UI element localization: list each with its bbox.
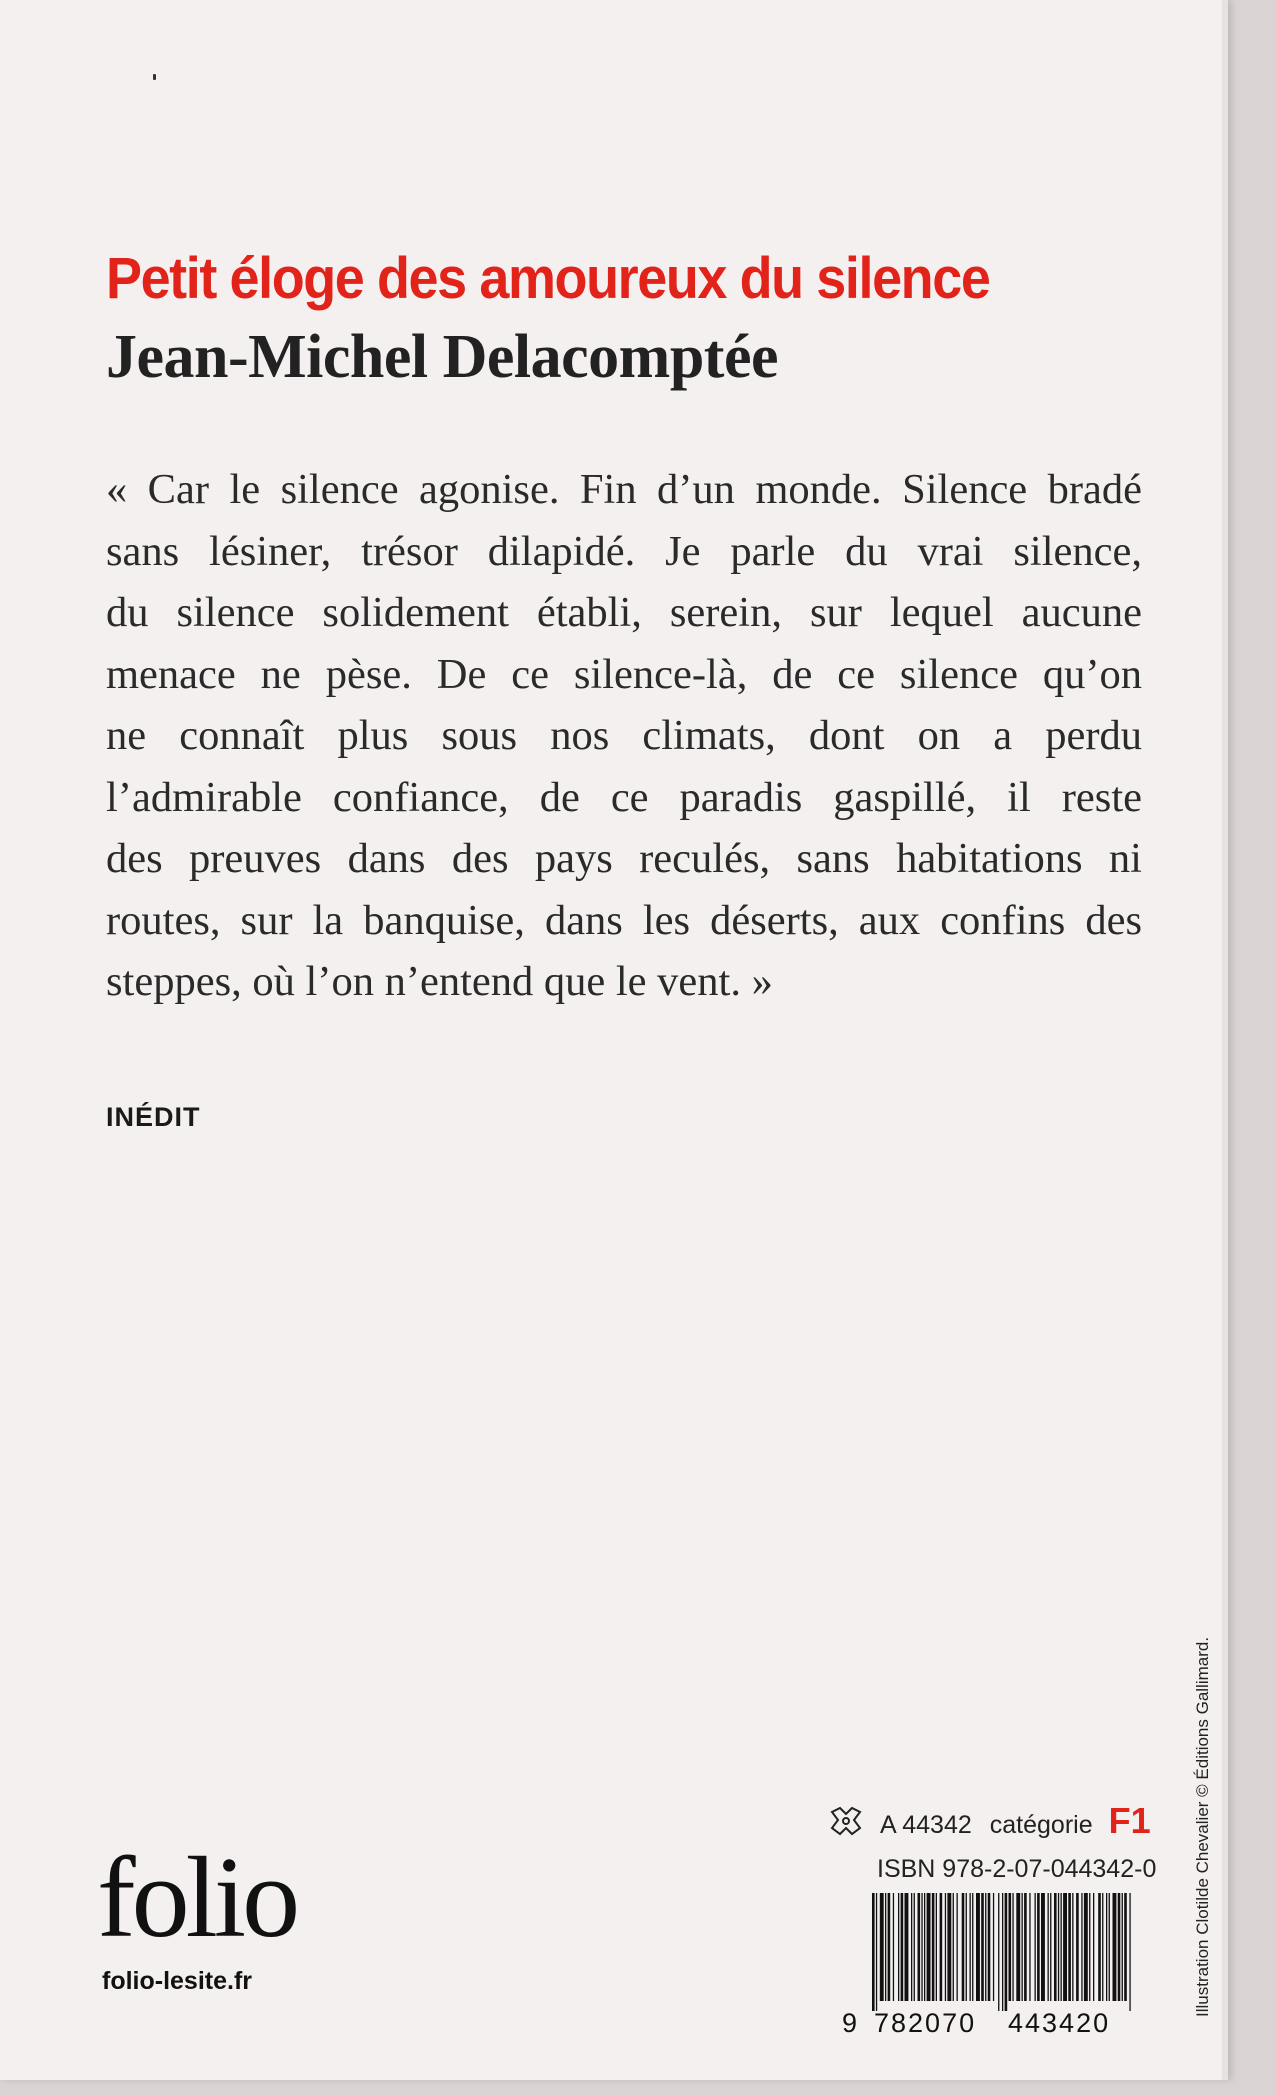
barcode-bar [898, 1893, 899, 2001]
publisher-website[interactable]: folio-lesite.fr [102, 1967, 253, 1995]
barcode-bar [927, 1893, 931, 2001]
barcode-bar [918, 1893, 921, 2001]
barcode-bar [1124, 1893, 1127, 2001]
print-speck [153, 74, 156, 80]
barcode-bar [1122, 1893, 1123, 2001]
barcode-bar [993, 1893, 994, 2001]
barcode-bar [1089, 1893, 1090, 2001]
edition-note: INÉDIT [106, 1102, 201, 1132]
barcode-bar [953, 1893, 954, 2001]
barcode-bar [1024, 1893, 1027, 2001]
barcode-bar [872, 1893, 875, 2011]
barcode-bar [1109, 1893, 1110, 2001]
quote-line: du silence solidement établi, serein, sur lequel aucune [106, 589, 1142, 636]
barcode-bar [1054, 1893, 1057, 2001]
barcode-bar [1118, 1893, 1121, 2001]
barcode-bar [888, 1893, 891, 2001]
barcode-bar [940, 1893, 943, 2001]
ean-right-digits: 443420 [1008, 2008, 1111, 2038]
barcode-bar [1002, 1893, 1003, 2011]
barcode-bar [947, 1893, 951, 2001]
quote-line: menace ne pèse. De ce silence-là, de ce silence qu’on [106, 650, 1142, 698]
ean-first-digit: 9 [842, 2008, 858, 2038]
barcode [870, 1893, 1136, 2011]
barcode-bar [914, 1893, 915, 2001]
barcode-bar [985, 1893, 986, 2001]
barcode-bar [970, 1893, 971, 2001]
folio-logo: folio [97, 1834, 297, 1962]
quote-line: steppes, où l’on n’entend que le vent. » [106, 958, 773, 1005]
barcode-bar [876, 1893, 877, 2011]
reference-code: A 44342 [880, 1811, 972, 1839]
barcode-bar [1005, 1893, 1008, 2011]
barcode-bar [1102, 1893, 1103, 2001]
barcode-bar [1084, 1893, 1088, 2001]
barcode-bar [1113, 1893, 1117, 2001]
category-label: catégorie [989, 1811, 1093, 1839]
category-value: F1 [1108, 1800, 1151, 1841]
barcode-bar [901, 1893, 904, 2001]
barcode-bar [1093, 1893, 1094, 2001]
barcode-bar [880, 1893, 884, 2001]
book-author: Jean-Michel Delacomptée [106, 323, 778, 391]
barcode-bar [885, 1893, 886, 2001]
barcode-bar [1022, 1893, 1023, 2001]
barcode-bar [1041, 1893, 1045, 2001]
barcode-bar [976, 1893, 980, 2001]
barcode-bar [893, 1893, 894, 2001]
barcode-bar [981, 1893, 984, 2001]
barcode-bar [1106, 1893, 1107, 2001]
quote-line: l’admirable confiance, de ce paradis gaspillé, il reste [106, 773, 1142, 821]
barcode-bar [1061, 1893, 1062, 2001]
reference-row [828, 1800, 1151, 1842]
barcode-bar [1009, 1893, 1012, 2001]
barcode-bar [936, 1893, 937, 2001]
barcode-bar [932, 1893, 935, 2001]
barcode-bar [966, 1893, 967, 2001]
barcode-bar [1058, 1893, 1059, 2001]
quote-line: des preuves dans des pays reculés, sans habitations ni [106, 835, 1142, 882]
barcode-bar [972, 1893, 973, 2001]
book-title: Petit éloge des amoureux du silence [106, 246, 990, 311]
barcode-bar [945, 1893, 946, 2001]
barcode-bar [957, 1893, 958, 2001]
quote-line: « Car le silence agonise. Fin d’un monde. Silence bradé [106, 466, 1142, 513]
illustration-credit: Illustration Clotilde Chevalier © Éditions Gallimard. [1193, 1636, 1212, 2017]
blurb-quote [106, 459, 1142, 1013]
barcode-bar [1048, 1893, 1049, 2001]
barcode-bar [1012, 1893, 1013, 2001]
barcode-bar [998, 1893, 999, 2011]
barcode-bar [1035, 1893, 1036, 2001]
barcode-bar [962, 1893, 965, 2001]
ean-left-digits: 782070 [874, 2008, 977, 2038]
barcode-bar [1063, 1893, 1067, 2001]
barcode-bar [1081, 1893, 1082, 2001]
barcode-bar [988, 1893, 991, 2001]
barcode-bar [1072, 1893, 1073, 2001]
barcode-bar [924, 1893, 925, 2001]
quote-line: sans lésiner, trésor dilapidé. Je parle du vrai silence, [106, 527, 1142, 575]
barcode-bar [1016, 1893, 1020, 2001]
gallimard-monogram-icon [828, 1806, 864, 1836]
barcode-bar [1076, 1893, 1079, 2001]
quote-line: ne connaît plus sous nos climats, dont on a perdu [106, 712, 1142, 759]
barcode-bar [1068, 1893, 1071, 2001]
barcode-bar [1050, 1893, 1051, 2001]
barcode-bar [1129, 1893, 1130, 2011]
barcode-bar [1037, 1893, 1040, 2001]
barcode-bar [921, 1893, 922, 2001]
quote-line: routes, sur la banquise, dans les déserts, aux confins des [106, 896, 1142, 944]
barcode-bar [905, 1893, 909, 2001]
barcode-bar [1029, 1893, 1030, 2001]
isbn-number: ISBN 978-2-07-044342-0 [877, 1855, 1157, 1883]
barcode-bar [1098, 1893, 1101, 2001]
barcode-bar [911, 1893, 912, 2001]
